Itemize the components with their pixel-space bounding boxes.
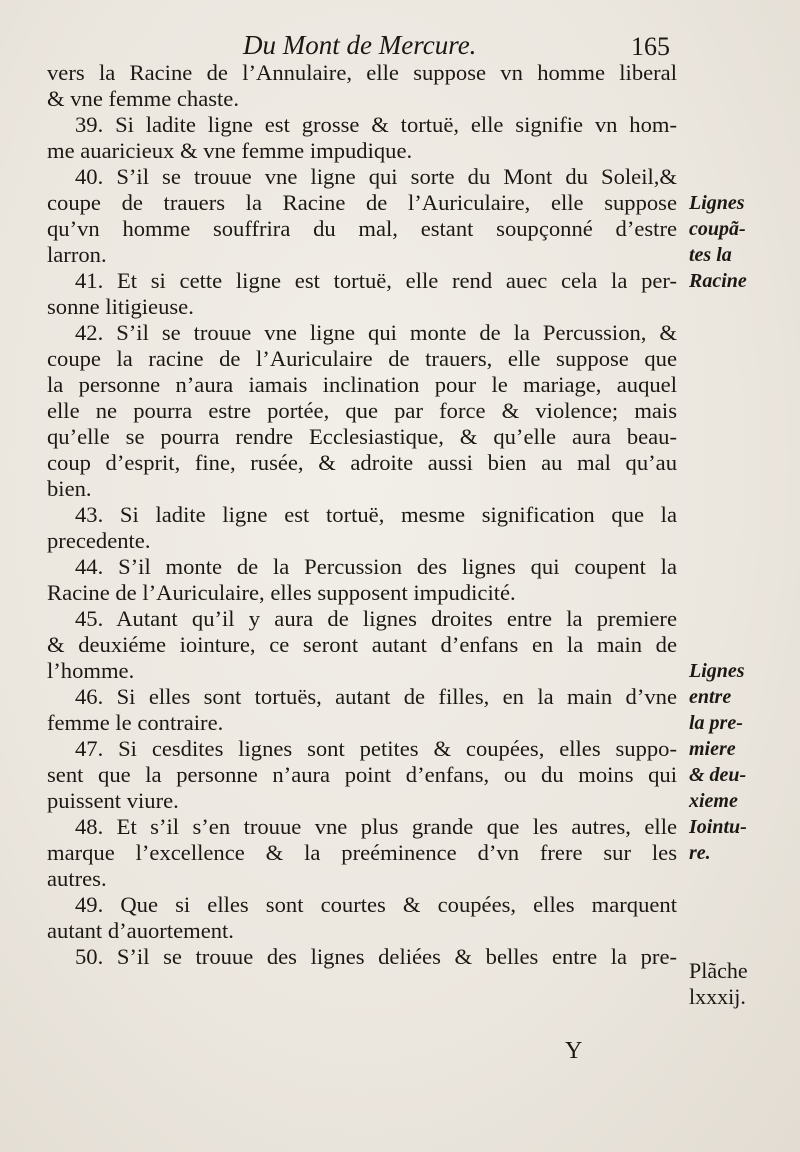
text-line: & deuxiéme iointure, ce seront autant d’enfans en la main de <box>47 632 677 657</box>
running-title: Du Mont de Mercure. <box>243 30 477 60</box>
margin-note-line: re. <box>689 842 711 864</box>
signature-mark: Y <box>565 1038 583 1064</box>
text-line: femme le contraire. <box>47 710 224 735</box>
text-line: autant d’auortement. <box>47 918 234 943</box>
page-number: 165 <box>631 32 670 61</box>
text-line: sent que la personne n’aura point d’enfans, ou du moins qui <box>47 762 677 787</box>
text-line: coupe de trauers la Racine de l’Auriculaire, elle suppose <box>47 190 677 215</box>
text-line: puissent viure. <box>47 788 179 813</box>
text-line: qu’elle se pourra rendre Ecclesiastique, & qu’elle aura beau- <box>47 424 677 449</box>
margin-note-line: Lignes <box>689 660 745 682</box>
text-line: elle ne pourra estre portée, que par force & violence; mais <box>47 398 677 423</box>
margin-note-line: Lignes <box>689 192 745 214</box>
margin-note-line: Iointu- <box>689 816 747 838</box>
text-line: la personne n’aura iamais inclination pour le mariage, auquel <box>47 372 677 397</box>
text-line: 40. S’il se trouue vne ligne qui sorte du Mont du Soleil,& <box>75 164 677 189</box>
text-line: coupe la racine de l’Auriculaire de trauers, elle suppose que <box>47 346 677 371</box>
text-line: 45. Autant qu’il y aura de lignes droites entre la premiere <box>75 606 677 631</box>
text-line: autres. <box>47 866 107 891</box>
margin-note-line: Plãche <box>689 958 748 983</box>
text-line: coup d’esprit, fine, rusée, & adroite aussi bien au mal qu’au <box>47 450 677 475</box>
text-line: 46. Si elles sont tortuës, autant de filles, en la main d’vne <box>75 684 677 709</box>
margin-note-line: Racine <box>689 270 747 292</box>
text-line: Racine de l’Auriculaire, elles supposent impudicité. <box>47 580 516 605</box>
text-line: 50. S’il se trouue des lignes deliées & belles entre la pre- <box>75 944 677 969</box>
margin-note-planche <box>689 958 789 1010</box>
text-line: 48. Et s’il s’en trouue vne plus grande que les autres, elle <box>75 814 677 839</box>
margin-note-line: miere <box>689 738 736 760</box>
text-line: 44. S’il monte de la Percussion des lignes qui coupent la <box>75 554 677 579</box>
text-line: l’homme. <box>47 658 135 683</box>
text-line: sonne litigieuse. <box>47 294 194 319</box>
text-line: 39. Si ladite ligne est grosse & tortuë, elle signifie vn hom- <box>75 112 677 137</box>
text-line: marque l’excellence & la preéminence d’vn frere sur les <box>47 840 677 865</box>
text-line: qu’vn homme souffrira du mal, estant soupçonné d’estre <box>47 216 677 241</box>
margin-note-lignes-entre <box>689 658 789 866</box>
margin-note-line: coupã- <box>689 218 746 240</box>
body-text <box>47 60 677 970</box>
margin-note-line: la pre- <box>689 712 743 734</box>
margin-note-line: entre <box>689 686 732 708</box>
text-line: 49. Que si elles sont courtes & coupées, elles marquent <box>75 892 677 917</box>
text-line: larron. <box>47 242 107 267</box>
margin-note-line: tes la <box>689 244 732 266</box>
margin-note-line: & deu- <box>689 764 747 786</box>
margin-note-line: xieme <box>689 790 738 812</box>
text-line: 41. Et si cette ligne est tortuë, elle rend auec cela la per- <box>75 268 677 293</box>
margin-note-lignes-coupantes <box>689 190 789 294</box>
text-line: 47. Si cesdites lignes sont petites & coupées, elles suppo- <box>75 736 677 761</box>
text-line: & vne femme chaste. <box>47 86 239 111</box>
text-line: me auaricieux & vne femme impudique. <box>47 138 413 163</box>
text-line: 42. S’il se trouue vne ligne qui monte de la Percussion, & <box>75 320 677 345</box>
text-line: precedente. <box>47 528 151 553</box>
text-line: 43. Si ladite ligne est tortuë, mesme signification que la <box>75 502 677 527</box>
margin-note-line: lxxxij. <box>689 984 746 1009</box>
text-line: bien. <box>47 476 92 501</box>
text-line: vers la Racine de l’Annulaire, elle suppose vn homme liberal <box>47 60 677 85</box>
